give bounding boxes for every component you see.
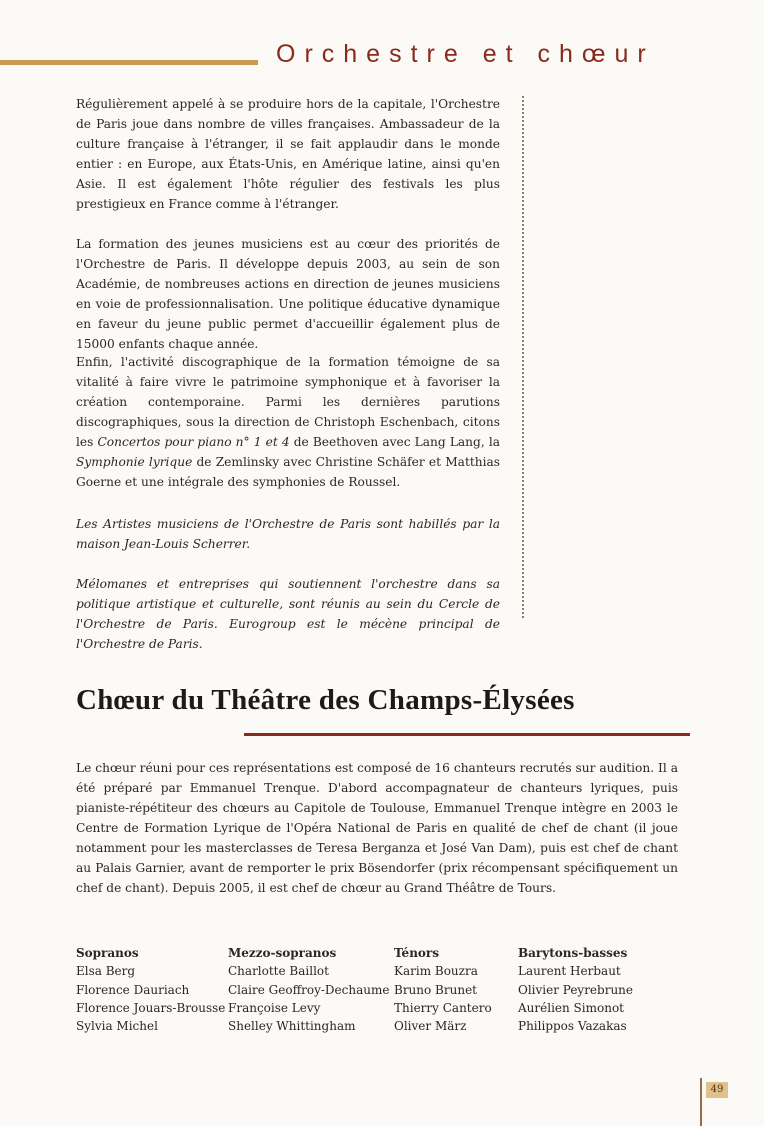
choir-description: Le chœur réuni pour ces représentations est composé de 16 chanteurs recrutés sur audition. Il a été préparé par Emmanuel Trenque. D'abord accompagnateur de chanteurs lyriques, puis pianiste-répétiteur des chœurs au Capitole de Toulouse, Emmanuel Trenque intègre en 2003 le Centre de Formation Lyrique de l'Opéra National de Paris en qualité de chef de chant (il joue notamment pour les masterclasses de Teresa Berganza et José Van Dam), puis est chef de chant au Palais Garnier, avant de remporter le prix Bösendorfer (prix récompensant spécifiquement un chef de chant). Depuis 2005, il est chef de chœur au Grand Théâtre de Tours. [76,761,678,895]
voice-heading: Mezzo-sopranos [228,946,337,960]
singer-name: Elsa Berg [76,964,136,979]
voice-heading: Ténors [394,946,439,960]
note-costumes [76,514,500,554]
note-text [76,574,500,654]
voice-column-tenors [394,944,492,1035]
voice-column-sopranos [76,944,225,1035]
paragraph-text [76,352,500,492]
note-italic: Les Artistes musiciens de l'Orchestre de Paris sont habillés par la maison Jean-Louis Scherrer. [76,517,500,551]
singer-name: Charlotte Baillot [228,964,329,979]
page-number: 49 [706,1082,728,1098]
header-rule [0,60,258,65]
paragraph-academy [76,234,500,354]
singer-name: Sylvia Michel [76,1019,158,1034]
note-text [76,514,500,554]
discography-text-1: Enfin, l'activité discographique de la formation témoigne de sa vitalité à faire vivre le patrimoine symphonique et à favoriser la création contemporaine. Parmi les dernières parutions discographiques, sous la direction de Christoph Eschenbach, citons les [76,355,500,449]
voice-heading: Barytons-basses [518,946,628,960]
note-italic: Mélomanes et entreprises qui soutiennent l'orchestre dans sa politique artistique et culturelle, sont réunis au sein du Cercle de l'Orchestre de Paris. Eurogroup est le mécène principal de l'Orchestre de Paris. [76,577,500,651]
page-number-rule [700,1078,702,1126]
singer-name: Florence Jouars-Brousse [76,1000,226,1015]
voice-column-mezzos [228,944,389,1035]
voice-heading: Sopranos [76,946,139,960]
discography-title-symphonie: Symphonie lyrique [76,455,193,469]
discography-title-concertos: Concertos pour piano n° 1 et 4 [97,435,290,449]
singer-name: Bruno Brunet [394,982,477,997]
paragraph-touring [76,94,500,214]
paragraph-text: La formation des jeunes musiciens est au cœur des priorités de l'Orchestre de Paris. Il développe depuis 2003, au sein de son Académie, de nombreuses actions en direction de jeunes musiciens en voie de professionnalisation. Une politique éducative dynamique en faveur du jeune public permet d'accueillir également plus de 15000 enfants chaque année. [76,237,500,351]
singer-name: Shelley Whittingham [228,1019,356,1034]
singer-name: Françoise Levy [228,1000,321,1015]
singer-name: Laurent Herbaut [518,964,621,979]
singer-name: Karim Bouzra [394,964,478,979]
paragraph-discography [76,352,500,492]
singer-name: Florence Dauriach [76,982,190,997]
discography-text-3: de Zemlinsky avec Christine Schäfer et Matthias Goerne et une intégrale des symphonies de Roussel. [76,455,501,489]
column-divider [522,96,524,618]
choir-title-rule [244,733,690,736]
singer-name: Oliver März [394,1019,467,1034]
note-sponsors [76,574,500,654]
singer-name: Olivier Peyrebrune [518,982,634,997]
singer-name: Thierry Cantero [394,1000,492,1015]
singer-name: Philippos Vazakas [518,1019,627,1034]
singer-name: Aurélien Simonot [518,1000,624,1015]
voice-column-baritones [518,944,633,1035]
paragraph-text: Régulièrement appelé à se produire hors de la capitale, l'Orchestre de Paris joue dans nombre de villes françaises. Ambassadeur de la culture française à l'étranger, il se fait applaudir dans le monde entier : en Europe, aux États-Unis, en Amérique latine, ainsi qu'en Asie. Il est également l'hôte régulier des festivals les plus prestigieux en France comme à l'étranger. [76,97,500,211]
singer-name: Claire Geoffroy-Dechaume [228,982,390,997]
section-title: Orchestre et chœur [276,40,655,68]
choir-title: Chœur du Théâtre des Champs-Élysées [76,684,575,716]
discography-text-2: de Beethoven avec Lang Lang, la [289,435,500,449]
